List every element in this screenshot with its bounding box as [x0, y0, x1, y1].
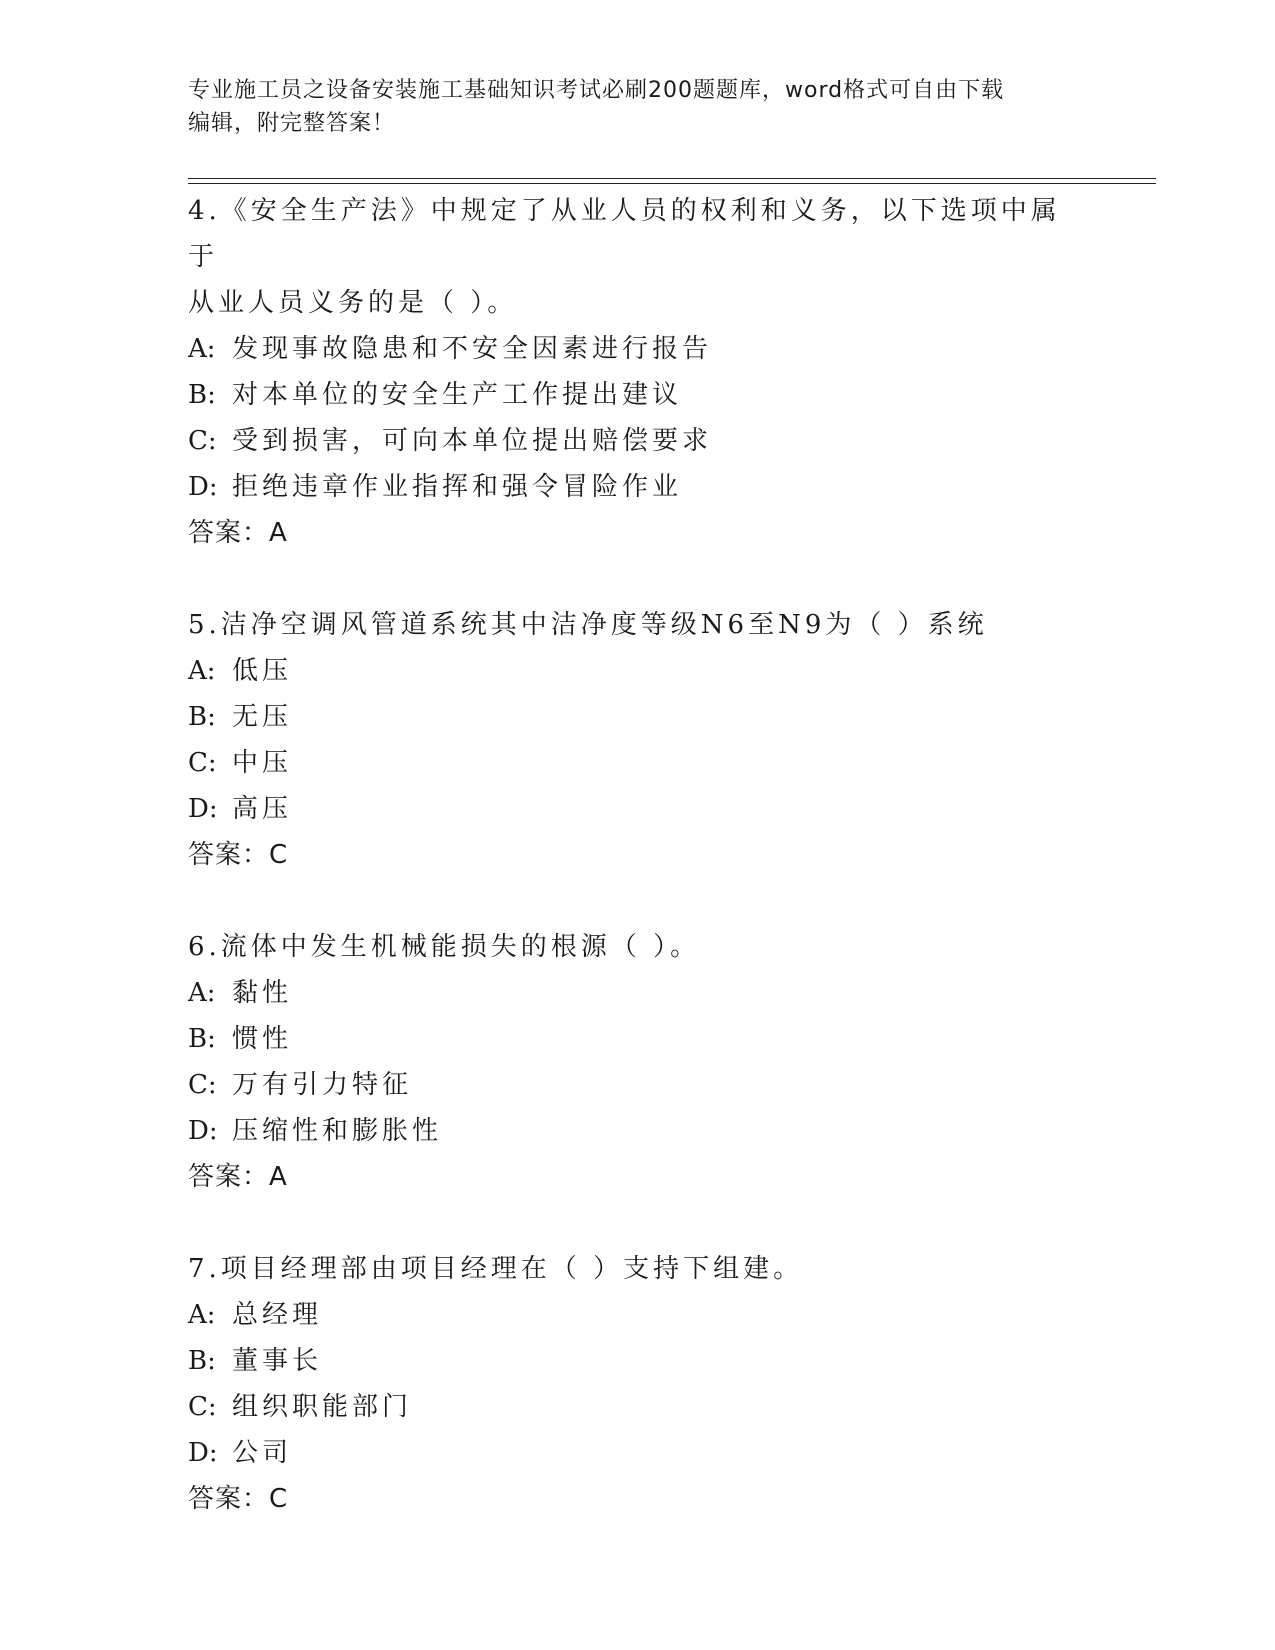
question-stem-line-2: 从业人员义务的是（ ）。: [188, 288, 518, 318]
document-header: [188, 74, 1068, 140]
option-d: [188, 1108, 1088, 1154]
question-4: [188, 188, 1088, 556]
option-text: 惯性: [232, 1024, 293, 1054]
question-7: [188, 1246, 1088, 1522]
header-title-line-2: 编辑，附完整答案！: [188, 111, 396, 136]
option-b: [188, 372, 1088, 418]
option-letter: B:: [188, 702, 216, 732]
question-stem: 7.项目经理部由项目经理在（ ）支持下组建。: [188, 1254, 804, 1284]
option-text: 高压: [232, 794, 293, 824]
question-stem: 6.流体中发生机械能损失的根源（ ）。: [188, 932, 701, 962]
answer-line: 答案：A: [188, 518, 288, 548]
option-letter: B:: [188, 1024, 216, 1054]
option-letter: A:: [188, 978, 216, 1008]
option-b: [188, 1016, 1088, 1062]
option-a: [188, 1292, 1088, 1338]
option-text: 受到损害，可向本单位提出赔偿要求: [232, 426, 713, 456]
question-spacer: [188, 1200, 1088, 1246]
option-c: [188, 1384, 1088, 1430]
option-text: 拒绝违章作业指挥和强令冒险作业: [232, 472, 683, 502]
option-text: 董事长: [232, 1346, 323, 1376]
option-text: 发现事故隐患和不安全因素进行报告: [232, 334, 713, 364]
question-stem: [188, 188, 1088, 326]
header-divider-bottom: [188, 183, 1156, 184]
option-letter: D:: [188, 472, 218, 502]
option-letter: C:: [188, 1392, 217, 1422]
header-title-line-1: 专业施工员之设备安装施工基础知识考试必刷200题题库，word格式可自由下载: [188, 78, 1005, 103]
question-6: [188, 924, 1088, 1200]
option-c: [188, 418, 1088, 464]
question-spacer: [188, 878, 1088, 924]
option-letter: D:: [188, 1116, 218, 1146]
option-text: 对本单位的安全生产工作提出建议: [232, 380, 683, 410]
option-d: [188, 786, 1088, 832]
option-letter: B:: [188, 1346, 216, 1376]
option-letter: C:: [188, 748, 217, 778]
option-text: 低压: [232, 656, 293, 686]
option-text: 总经理: [232, 1300, 323, 1330]
option-text: 万有引力特征: [232, 1070, 413, 1100]
answer-line: 答案：C: [188, 1484, 289, 1514]
question-stem-line-1: 4.《安全生产法》中规定了从业人员的权利和义务，以下选项中属于: [188, 196, 1061, 272]
option-letter: D:: [188, 1438, 218, 1468]
question-stem: 5.洁净空调风管道系统其中洁净度等级N6至N9为（ ）系统: [188, 610, 988, 640]
question-list: [188, 188, 1088, 1522]
option-letter: C:: [188, 1070, 217, 1100]
option-text: 组织职能部门: [232, 1392, 413, 1422]
option-c: [188, 740, 1088, 786]
option-letter: B:: [188, 380, 216, 410]
option-text: 公司: [232, 1438, 293, 1468]
header-divider-top: [188, 178, 1156, 179]
option-letter: A:: [188, 1300, 216, 1330]
question-spacer: [188, 556, 1088, 602]
option-a: [188, 326, 1088, 372]
option-text: 无压: [232, 702, 293, 732]
option-b: [188, 694, 1088, 740]
option-d: [188, 464, 1088, 510]
option-text: 中压: [232, 748, 293, 778]
answer-line: 答案：A: [188, 1162, 288, 1192]
question-5: [188, 602, 1088, 878]
option-letter: C:: [188, 426, 217, 456]
option-letter: A:: [188, 656, 216, 686]
option-b: [188, 1338, 1088, 1384]
answer-line: 答案：C: [188, 840, 289, 870]
option-letter: A:: [188, 334, 216, 364]
option-a: [188, 648, 1088, 694]
option-text: 黏性: [232, 978, 293, 1008]
option-text: 压缩性和膨胀性: [232, 1116, 443, 1146]
option-c: [188, 1062, 1088, 1108]
option-a: [188, 970, 1088, 1016]
option-d: [188, 1430, 1088, 1476]
option-letter: D:: [188, 794, 218, 824]
